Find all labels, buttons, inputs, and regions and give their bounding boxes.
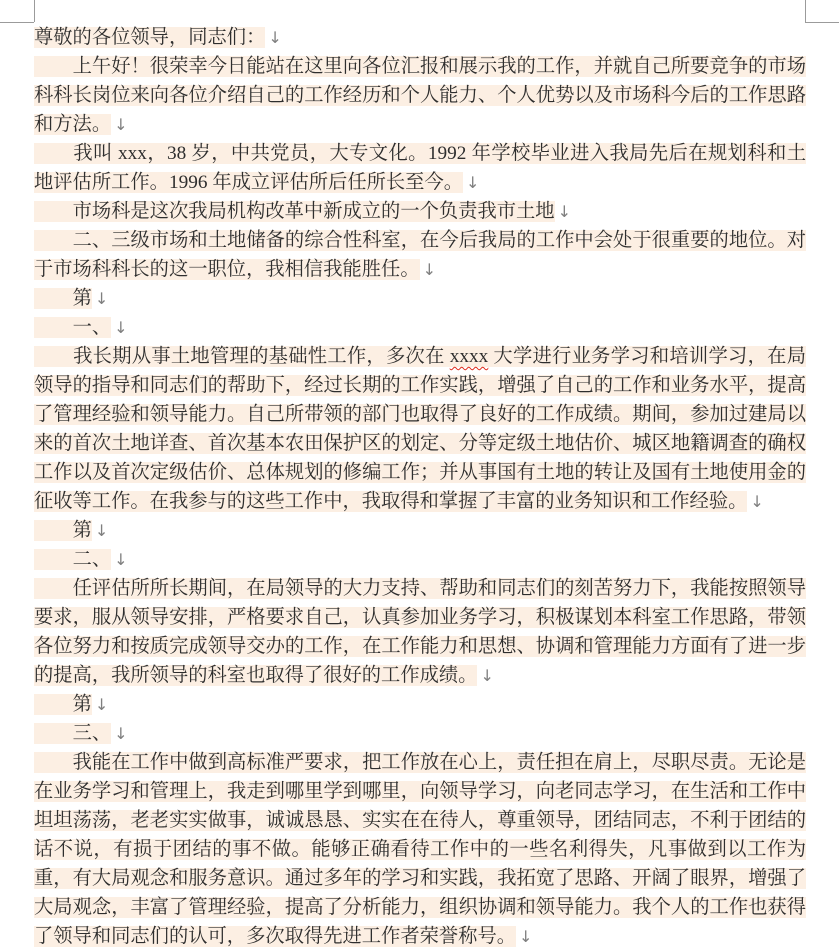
paragraph[interactable] [34,719,806,748]
highlighted-text-run[interactable]: 第 [34,694,92,715]
paragraph-mark-icon: ↓ [114,318,128,337]
paragraph[interactable] [34,313,806,342]
paragraph-mark-icon: ↓ [268,28,282,47]
paragraph[interactable] [34,342,806,516]
paragraph[interactable] [34,574,806,690]
paragraph[interactable] [34,197,806,226]
paragraph-mark-icon: ↓ [750,492,764,511]
highlighted-text-run[interactable]: 尊敬的各位领导，同志们： [34,27,266,48]
margin-crop-mark-top-right-vertical [805,0,806,22]
paragraph[interactable] [34,690,806,719]
paragraph[interactable] [34,516,806,545]
misspelled-word[interactable]: xxxx [449,346,489,367]
highlighted-text-run[interactable]: 第 [34,288,92,309]
paragraph-mark-icon: ↓ [557,202,571,221]
paragraph[interactable] [34,23,806,52]
paragraph-mark-icon: ↓ [94,695,109,714]
highlighted-text-run[interactable]: 上午好！很荣幸今日能站在这里向各位汇报和展示我的工作，并就自己所要竞争的市场科科长岗位来向各位介绍自己的工作经历和个人能力、个人优势以及市场科今后的工作思路和方法。 [34,56,807,135]
paragraph[interactable] [34,52,806,139]
highlighted-text-run[interactable]: 任评估所所长期间，在局领导的大力支持、帮助和同志们的刻苦努力下，我能按照领导要求，服从领导安排，严格要求自己，认真参加业务学习，积极谋划本科室工作思路，带领各位努力和按质完成领导交办的工作，在工作能力和思想、协调和管理能力方面有了进一步的提高，我所领导的科室也取得了很好的工作成绩。 [34,578,807,686]
paragraph[interactable] [34,748,806,950]
highlighted-text-run[interactable]: 二、三级市场和土地储备的综合性科室，在今后我局的工作中会处于很重要的地位。对于市场科科长的这一职位，我相信我能胜任。 [34,230,807,280]
document-text-area[interactable] [34,23,806,950]
paragraph-mark-icon: ↓ [114,115,128,134]
paragraph[interactable] [34,226,806,284]
paragraph-mark-icon: ↓ [422,260,437,279]
paragraph-mark-icon: ↓ [480,666,494,685]
highlighted-text-run[interactable]: 我能在工作中做到高标准严要求，把工作放在心上，责任担在肩上，尽职尽责。无论是在业务学习和管理上，我走到哪里学到哪里，向领导学习，向老同志学习，在生活和工作中坦坦荡荡，老老实实做事，诚诚恳恳、实实在在待人，尊重领导，团结同志，不利于团结的话不说，有损于团结的事不做。能够正确看待工作中的一些名利得失，凡事做到以工作为重，有大局观念和服务意识。通过多年的学习和实践，我拓宽了思路、开阔了眼界，增强了大局观念，丰富了管理经验，提高了分析能力，组织协调和领导能力。我个人的工作也获得了领导和同志们的认可，多次取得先进工作者荣誉称号。 [34,752,807,947]
paragraph-mark-icon: ↓ [94,289,109,308]
margin-crop-mark-top-left-vertical [34,0,35,22]
highlighted-text-run[interactable]: 市场科是这次我局机构改革中新成立的一个负责我市土地 [34,201,555,222]
paragraph-mark-icon: ↓ [114,550,128,569]
highlighted-text-run[interactable]: 二、 [34,549,111,570]
highlighted-text-run[interactable]: 第 [34,520,92,541]
margin-crop-mark-top-left-horizontal [0,22,34,23]
paragraph[interactable] [34,545,806,574]
paragraph[interactable] [34,139,806,197]
highlighted-text-run[interactable]: 我长期从事土地管理的基础性工作，多次在 xxxx 大学进行业务学习和培训学习，在局领导的指导和同志们的帮助下，经过长期的工作实践，增强了自己的工作和业务水平，提高了管理经验和领导能力。自己所带领的部门也取得了良好的工作成绩。期间，参加过建局以来的首次土地详查、首次基本农田保护区的划定、分等定级土地估价、城区地籍调查的确权工作以及首次定级估价、总体规划的修编工作；并从事国有土地的转让及国有土地使用金的征收等工作。在我参与的这些工作中，我取得和掌握了丰富的业务知识和工作经验。 [34,346,806,512]
highlighted-text-run[interactable]: 我叫 xxx，38 岁，中共党员，大专文化。1992 年学校毕业进入我局先后在规划科和土地评估所工作。1996 年成立评估所后任所长至今。 [34,143,806,193]
paragraph[interactable] [34,284,806,313]
paragraph-mark-icon: ↓ [94,521,109,540]
paragraph-mark-icon: ↓ [466,173,480,192]
paragraph-mark-icon: ↓ [114,724,128,743]
margin-crop-mark-top-right-horizontal [805,22,839,23]
paragraph-mark-icon: ↓ [519,927,533,946]
highlighted-text-run[interactable]: 三、 [34,723,111,744]
highlighted-text-run[interactable]: 一、 [34,317,111,338]
